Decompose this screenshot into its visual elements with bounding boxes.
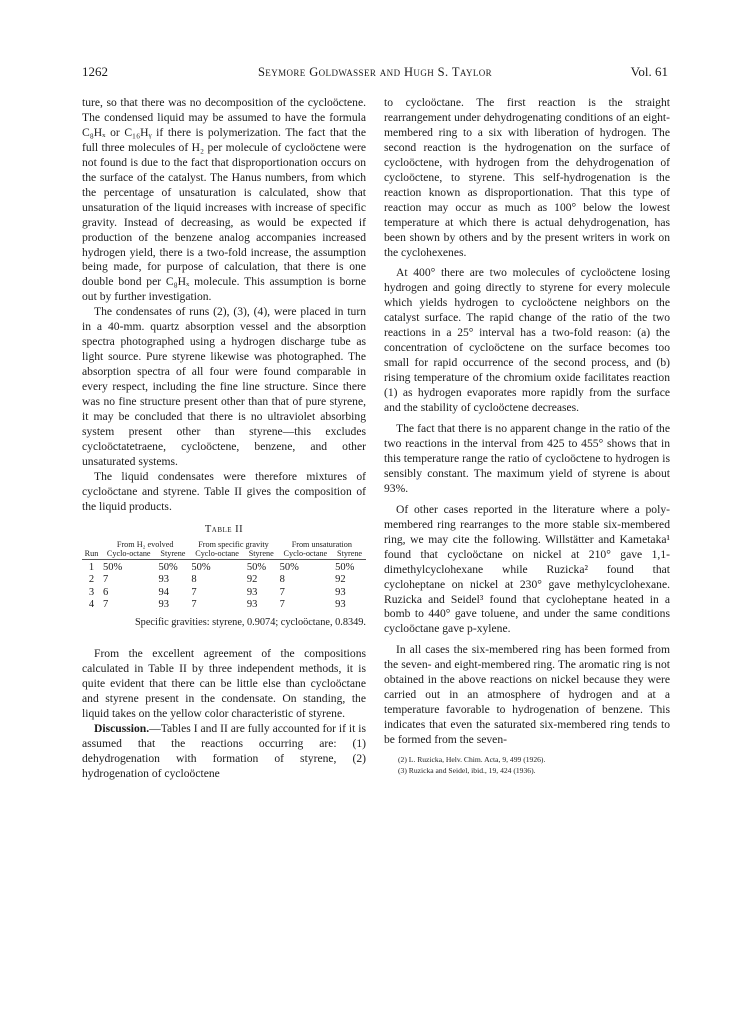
paragraph: The fact that there is no apparent change in the ratio of the two reactions in the interval from 425 to 455° shows that in this temperature range the ratio of cycloöctene to hydrogen is sensibly constant. The maximum yield of styrene is about 93%. — [384, 422, 670, 495]
paragraph: The liquid condensates were therefore mixtures of cycloöctane and styrene. Table II gives the composition of the liquid products. — [82, 469, 366, 513]
table-cell: 94 — [158, 586, 169, 598]
section-heading: Discussion. — [94, 721, 150, 735]
footnotes — [384, 754, 670, 776]
paragraph — [82, 722, 366, 782]
group-header: From unsaturation — [291, 539, 352, 549]
table-cell: 93 — [158, 574, 169, 586]
footnote: (2) L. Ruzicka, Helv. Chim. Acta, 9, 499 (1926). — [398, 755, 546, 765]
table-row — [82, 587, 366, 600]
table-cell: 1 — [88, 561, 95, 573]
table-row — [82, 599, 366, 612]
group-header: From H₂ evolved — [116, 539, 174, 549]
paragraph: ture, so that there was no decomposition of the cycloöctene. The condensed liquid may be assumed to have the formula C₈Hₓ or C₁₆Hᵧ if there is polymerization. The fact that the full three molecules of H₂ per molecule of cycloöctene were not found is due to the fact that disproportionation occurs on the surface of the catalyst. The Hanus numbers, from which the percentage of unsaturation is calculated, show that unsaturation of the liquid increases with increase of specific gravity. Instead of decreasing, as would be expected if production of the benzene analog accompanies increased hydrogen yield, there is a two-fold increase, the assumption being made, for purpose of calculation, that there is one double bond per C₈Hₓ molecule. This assumption is borne out by further investigation. — [82, 96, 366, 304]
table-cell: 93 — [246, 599, 258, 611]
table-cell: 7 — [191, 599, 197, 611]
column-header: Cyclo-octane — [189, 549, 244, 560]
table-cell: 93 — [335, 586, 346, 598]
paragraph: At 400° there are two molecules of cycloöctene losing hydrogen and going directly to styrene for every molecule which yields hydrogen to cycloöctene neighbors on the catalyst surface. The rapid change of the ratio of the two reactions in a 25° interval has a two-fold reason: (a) the concentration of cycloöctene on the surface becomes too small for rapid occurrence of the second process, and (b) rising temperature of the chromium oxide facilitates reaction (1) as hydrogen evaporates more rapidly from the surface and the stability of cycloöctene decreases. — [384, 266, 670, 415]
table-cell: 93 — [335, 599, 346, 611]
column-header: Styrene — [245, 549, 278, 560]
table-cell: 4 — [88, 599, 95, 611]
table-cell: 2 — [88, 574, 95, 586]
paragraph: In all cases the six-membered ring has been formed from the seven- and eight-membered ring. The aromatic ring is not obtained in the above reactions on nickel because they were carried out in an atmosphere of hydrogen and at a temperature favorable to hydrogenation of benzene. This indicates that even the saturated six-membered ring tends to be formed from the seven- — [384, 643, 670, 747]
table-cell: 50% — [158, 561, 178, 573]
running-header — [82, 64, 668, 84]
footnote: (3) Ruzicka and Seidel, ibid., 19, 424 (1936). — [398, 766, 536, 776]
paragraph: Of other cases reported in the literature where a poly-membered ring rearranges to the more stable six-membered ring, we may cite the following. Willstätter and Kametaka¹ found that cycloöctane on nickel at 210° gave 1,1-dimethylcyclohexane while Ruzicka² found that cycloheptane on nickel at 230° gave methylcyclohexane. Ruzicka and Seidel³ found that cycloheptane heated in a bomb to 440° gave toluene, and under the same conditions cycloöctane gave p-xylene. — [384, 502, 670, 636]
table-cell: 50% — [103, 561, 123, 573]
page-number: 1262 — [82, 64, 108, 79]
table-cell: 92 — [335, 574, 346, 586]
composition-table — [82, 540, 366, 612]
table-cell: 50% — [191, 561, 211, 573]
table-cell: 93 — [158, 599, 169, 611]
column-header: Styrene — [157, 549, 190, 560]
paragraph: The condensates of runs (2), (3), (4), were placed in turn in a 40-mm. quartz absorption vessel and the absorption spectra photographed using a hydrogen discharge tube as light source. Pure styrene likewise was photographed. The absorption spectra of all four were found comparable in every respect, including the fine line structure. Since there was no fine structure present other than that of pure styrene, it may be concluded that there is no ultraviolet absorbing system present other than styrene—this excludes cycloöctatetraene, cycloöctene, benzene, and other unsaturated systems. — [82, 305, 366, 468]
column-header: Run — [82, 549, 101, 560]
paragraph-text: —Tables I and II are fully accounted for if it is assumed that the reactions occurring are: (1) dehydrogenation with formation of styrene, (2) hydrogenation of cycloöctene — [82, 721, 366, 780]
running-title: Seymore Goldwasser and Hugh S. Taylor — [257, 65, 493, 79]
table-cell: 8 — [191, 574, 197, 586]
column-header: Cyclo-octane — [278, 549, 333, 560]
table-title: Table II — [204, 523, 244, 535]
paragraph: From the excellent agreement of the compositions calculated in Table II by three independent methods, it is quite evident that there can be little else than cycloöctane and styrene present in the condensate. On standing, the liquid takes on the yellow color characteristic of styrene. — [82, 646, 366, 720]
table-cell: 7 — [103, 599, 109, 611]
table-cell: 7 — [279, 586, 285, 598]
table-row — [82, 574, 366, 587]
table-row — [82, 559, 366, 574]
table-cell: 50% — [279, 561, 299, 573]
left-column — [82, 96, 366, 782]
column-header: Styrene — [333, 549, 366, 560]
table-cell: 50% — [246, 561, 267, 573]
volume-label: Vol. 61 — [630, 64, 668, 79]
right-column — [384, 96, 670, 776]
table-cell: 92 — [246, 574, 258, 586]
table-cell: 8 — [279, 574, 285, 586]
column-header: Cyclo-octane — [101, 549, 156, 560]
table-cell: 7 — [103, 574, 109, 586]
table-cell: 93 — [246, 586, 258, 598]
paragraph: to cycloöctane. The first reaction is the straight rearrangement under dehydrogenating conditions of an eight-membered ring to a six with liberation of hydrogen. The second reaction is the hydrogenation on the surface of cycloöctene, with hydrogen from the dehydrogenation of cycloöctene, to styrene. This self-hydrogenation is the reaction known as disproportionation. That this type of reaction may occur as much as 100° below the lowest temperature at which there is actual dehydrogenation, has been shown by others and by the present writers in work on the cyclohexenes. — [384, 96, 670, 259]
table-cell: 6 — [103, 586, 109, 598]
table-note: Specific gravities: styrene, 0.9074; cycloöctane, 0.8349. — [134, 617, 366, 629]
table-cell: 3 — [88, 586, 95, 598]
table-cell: 7 — [191, 586, 197, 598]
table-cell: 7 — [279, 599, 285, 611]
table-cell: 50% — [335, 561, 355, 573]
group-header: From specific gravity — [198, 539, 269, 549]
